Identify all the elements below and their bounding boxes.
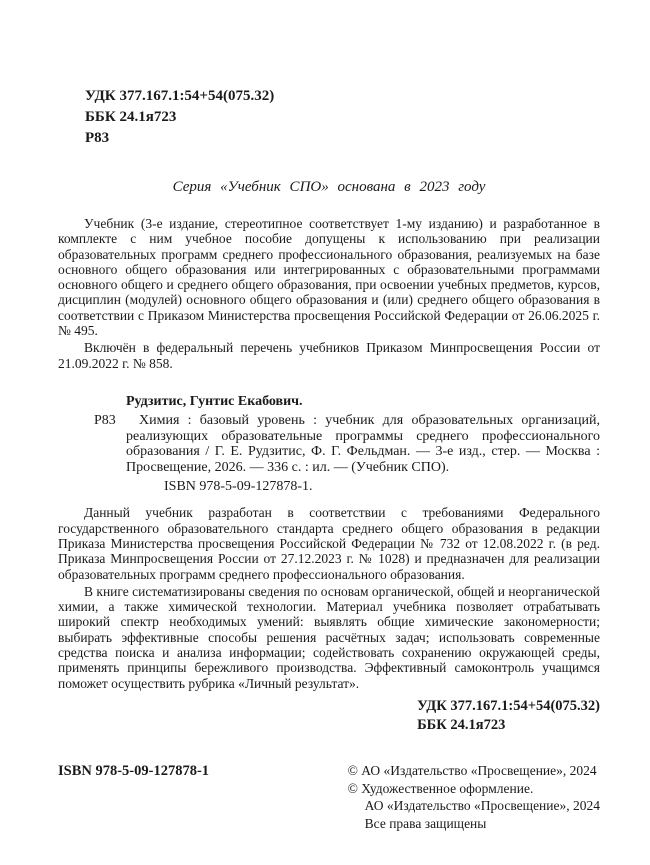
author-sign-top: Р83 [85, 130, 110, 146]
imprint-footer [58, 762, 600, 832]
admission-notice-block [58, 216, 600, 371]
bib-author-name: Рудзитис, Гунтис Екабович. [126, 393, 303, 409]
isbn-bottom: ISBN 978-5-09-127878-1 [58, 763, 210, 779]
bottom-codes-inner [417, 697, 600, 735]
copyright-line-artwork: © Художественное оформление. [347, 780, 534, 796]
bottom-codes-block [58, 697, 600, 735]
bib-author-sign: Р83 [94, 412, 116, 428]
federal-list-paragraph: Включён в федеральный перечень учебников Приказом Минпросвещения России от 21.09.2022 г. № 858. [58, 340, 600, 371]
bbk-code-top: ББК 24.1я723 [85, 109, 177, 125]
udk-code-top: УДК 377.167.1:54+54(075.32) [85, 88, 275, 104]
copyright-block [348, 762, 600, 832]
annotation-block [58, 505, 600, 691]
top-codes-block [85, 86, 600, 149]
series-line: Серия «Учебник СПО» основана в 2023 году [172, 179, 486, 195]
bib-isbn: ISBN 978-5-09-127878-1. [164, 479, 313, 495]
udk-code-bottom: УДК 377.167.1:54+54(075.32) [417, 697, 600, 714]
annotation-standard-paragraph: Данный учебник разработан в соответствии с требованиями Федерального государственного образовательного стандарта среднего общего образования в редакции Приказа Министерства просвещения Российской Федерации № 732 от 12.08.2022 г. (в ред. Приказа Минпросвещения России от 27.12.2023 г. № 1028) и предназначен для реализации образовательных программ среднего профессионального образования. [58, 505, 600, 582]
admission-paragraph: Учебник (3-е издание, стереотипное соответствует 1-му изданию) и разработанное в комплекте с ним учебное пособие допущены к использованию при реализации образовательных программ среднего профессионального образования, реализуемых на базе основного общего образования или интегрированных с образовательными программами основного общего и среднего общего образования, при освоении учебных предметов, курсов, дисциплин (модулей) основного общего образования и (или) среднего общего образования в соответствии с Приказом Министерства просвещения Российской Федерации от 26.06.2025 г. № 495. [58, 216, 600, 339]
copyright-line-publisher: © АО «Издательство «Просвещение», 2024 [347, 763, 597, 778]
copyright-line-publisher-2: АО «Издательство «Просвещение», 2024 [364, 798, 600, 813]
copyright-line-rights: Все права защищены [364, 815, 487, 831]
bibliographic-record [58, 393, 600, 495]
bbk-code-bottom: ББК 24.1я723 [417, 716, 506, 733]
annotation-content-paragraph: В книге систематизированы сведения по основам органической, общей и неорганической химии, а также химической технологии. Материал учебника позволяет отрабатывать широкий спектр необходимых умений: выявлять общие химические закономерности; выбирать эффективные способы решения расчётных задач; использовать современные средства поиска и анализа информации; содействовать сохранению окружающей среды, применять принципы бережливого производства. Эффективный самоконтроль учащимся поможет осуществить рубрика «Личный результат». [58, 583, 600, 691]
bib-entry-row [58, 413, 600, 475]
bib-description: Химия : базовый уровень : учебник для образовательных организаций, реализующих образовательные программы среднего профессионального образования / Г. Е. Рудзитис, Ф. Г. Фельдман. — 3-е изд., стер. — Москва : Просвещение, 2026. — 336 с. : ил. — (Учебник СПО). [126, 412, 600, 475]
